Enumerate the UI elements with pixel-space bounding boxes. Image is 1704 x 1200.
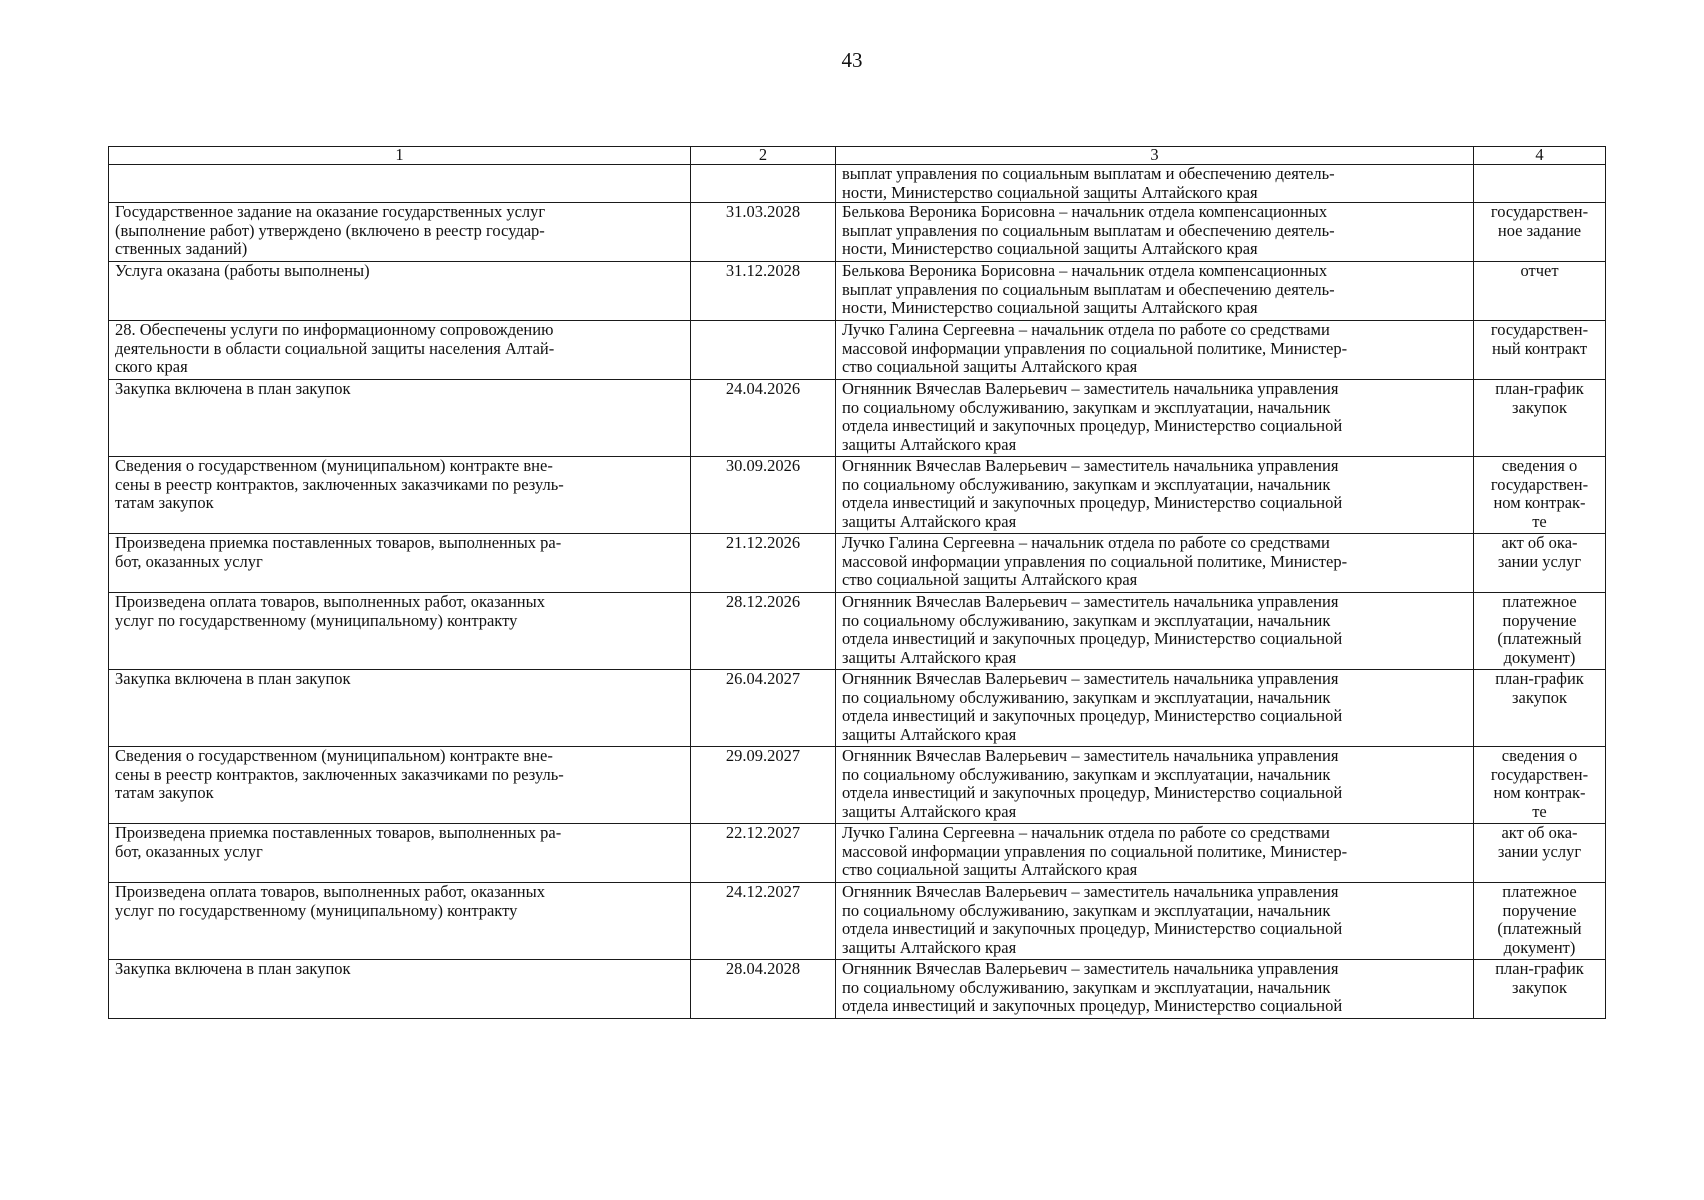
document-cell-text: платежное поручение (платежный документ) [1497,882,1582,957]
event-cell-text: 28. Обеспечены услуги по информационному сопровождению деятельности в области социальной защиты населения Алтай- ского края [115,320,555,377]
event-cell [109,960,691,1019]
event-cell [109,593,691,670]
responsible-cell [836,670,1474,747]
table-row [109,824,1606,883]
responsible-cell [836,960,1474,1019]
table-row [109,457,1606,534]
table-row [109,883,1606,960]
document-cell [1474,380,1606,457]
responsible-cell [836,534,1474,593]
document-cell [1474,883,1606,960]
table-row [109,380,1606,457]
event-cell [109,457,691,534]
date-cell [691,960,836,1019]
responsible-cell [836,883,1474,960]
table-row [109,747,1606,824]
responsible-cell [836,747,1474,824]
document-cell-text: сведения о государствен- ном контрак- те [1490,456,1589,531]
document-cell-text: план-график закупок [1495,669,1584,707]
document-cell [1474,165,1606,203]
document-cell-text: сведения о государствен- ном контрак- те [1490,746,1589,821]
date-cell [691,262,836,321]
date-cell-text: 31.03.2028 [725,202,801,222]
date-cell [691,165,836,203]
event-cell-text: Закупка включена в план закупок [115,959,351,979]
document-cell [1474,593,1606,670]
date-cell [691,380,836,457]
responsible-cell-text: Огнянник Вячеслав Валерьевич – заместитель начальника управления по социальному обслуживанию, закупкам и эксплуатации, начальник отдела инвестиций и закупочных процедур, Министерство социальной защиты Алтайского края [842,746,1343,821]
responsible-cell-text: Белькова Вероника Борисовна – начальник отдела компенсационных выплат управления по социальным выплатам и обеспечению деятель- ности, Министерство социальной защиты Алтайского края [842,202,1335,259]
event-cell-text: Произведена приемка поставленных товаров, выполненных ра- бот, оказанных услуг [115,533,562,571]
date-cell [691,824,836,883]
document-cell-text: государствен- ный контракт [1490,320,1589,358]
responsible-cell-text: Огнянник Вячеслав Валерьевич – заместитель начальника управления по социальному обслуживанию, закупкам и эксплуатации, начальник отдела инвестиций и закупочных процедур, Министерство социальной защиты Алтайского края [842,669,1343,744]
event-cell [109,883,691,960]
event-cell-text: Сведения о государственном (муниципальном) контракте вне- сены в реестр контрактов, заключенных заказчиками по резуль- татам закупок [115,456,564,513]
responsible-cell [836,457,1474,534]
event-cell [109,670,691,747]
table-row [109,960,1606,1019]
table-row [109,165,1606,203]
document-cell [1474,457,1606,534]
responsible-cell-text: выплат управления по социальным выплатам и обеспечению деятель- ности, Министерство социальной защиты Алтайского края [842,164,1335,202]
document-cell-text: план-график закупок [1495,959,1584,997]
date-cell-text: 28.04.2028 [725,959,801,979]
responsible-cell-text: Лучко Галина Сергеевна – начальник отдела по работе со средствами массовой информации управления по социальной политике, Министер- ство социальной защиты Алтайского края [842,823,1348,880]
event-cell [109,534,691,593]
event-cell [109,747,691,824]
document-cell [1474,747,1606,824]
event-cell-text: Сведения о государственном (муниципальном) контракте вне- сены в реестр контрактов, заключенных заказчиками по резуль- татам закупок [115,746,564,803]
document-cell-text: платежное поручение (платежный документ) [1497,592,1582,667]
date-cell-text: 22.12.2027 [725,823,801,843]
document-cell [1474,262,1606,321]
document-cell [1474,960,1606,1019]
event-cell-text: Государственное задание на оказание государственных услуг (выполнение работ) утверждено (включено в реестр государ- ственных заданий) [115,202,546,259]
event-cell [109,824,691,883]
date-cell-text: 26.04.2027 [725,669,801,689]
responsible-cell-text: Огнянник Вячеслав Валерьевич – заместитель начальника управления по социальному обслуживанию, закупкам и эксплуатации, начальник отдела инвестиций и закупочных процедур, Министерство социальной защиты Алтайского края [842,592,1343,667]
event-cell [109,262,691,321]
date-cell [691,534,836,593]
event-cell [109,165,691,203]
date-cell-text: 24.12.2027 [725,882,801,902]
document-cell [1474,321,1606,380]
responsible-cell [836,203,1474,262]
responsible-cell-text: Огнянник Вячеслав Валерьевич – заместитель начальника управления по социальному обслуживанию, закупкам и эксплуатации, начальник отдела инвестиций и закупочных процедур, Министерство социальной защиты Алтайского края [842,379,1343,454]
event-cell-text: Закупка включена в план закупок [115,669,351,689]
document-cell-text: акт об ока- зании услуг [1497,823,1582,861]
table-row [109,593,1606,670]
document-cell [1474,203,1606,262]
date-cell-text: 28.12.2026 [725,592,801,612]
table-row [109,203,1606,262]
responsible-cell-text: Огнянник Вячеслав Валерьевич – заместитель начальника управления по социальному обслуживанию, закупкам и эксплуатации, начальник отдела инвестиций и закупочных процедур, Министерство социальной защиты Алтайского края [842,882,1343,957]
document-cell-text: отчет [1520,261,1559,281]
date-cell [691,593,836,670]
plan-table [108,146,1606,1019]
event-cell-text: Произведена приемка поставленных товаров, выполненных ра- бот, оказанных услуг [115,823,562,861]
event-cell-text: Закупка включена в план закупок [115,379,351,399]
date-cell [691,203,836,262]
header-col-2: 2 [691,147,836,165]
document-cell-text: государствен- ное задание [1490,202,1589,240]
date-cell-text: 29.09.2027 [725,746,801,766]
responsible-cell [836,321,1474,380]
event-cell [109,380,691,457]
responsible-cell-text: Огнянник Вячеслав Валерьевич – заместитель начальника управления по социальному обслуживанию, закупкам и эксплуатации, начальник отдела инвестиций и закупочных процедур, Министерство социальной защиты Алтайского края [842,456,1343,531]
table-row [109,534,1606,593]
event-cell [109,321,691,380]
document-cell [1474,824,1606,883]
document-cell-text: акт об ока- зании услуг [1497,533,1582,571]
date-cell [691,457,836,534]
date-cell [691,670,836,747]
date-cell [691,321,836,380]
date-cell-text: 21.12.2026 [725,533,801,553]
responsible-cell-text: Лучко Галина Сергеевна – начальник отдела по работе со средствами массовой информации управления по социальной политике, Министер- ство социальной защиты Алтайского края [842,320,1348,377]
date-cell [691,883,836,960]
responsible-cell [836,165,1474,203]
event-cell [109,203,691,262]
document-cell-text: план-график закупок [1495,379,1584,417]
responsible-cell-text: Белькова Вероника Борисовна – начальник отдела компенсационных выплат управления по социальным выплатам и обеспечению деятель- ности, Министерство социальной защиты Алтайского края [842,261,1335,318]
date-cell-text: 31.12.2028 [725,261,801,281]
document-cell [1474,670,1606,747]
document-cell [1474,534,1606,593]
date-cell-text: 24.04.2026 [725,379,801,399]
table-row [109,262,1606,321]
header-row [109,147,1606,165]
header-col-3: 3 [836,147,1474,165]
event-cell-text: Произведена оплата товаров, выполненных работ, оказанных услуг по государственному (муниципальному) контракту [115,882,545,920]
event-cell-text: Произведена оплата товаров, выполненных работ, оказанных услуг по государственному (муниципальному) контракту [115,592,545,630]
table-body [109,165,1606,1019]
page-number: 43 [841,48,863,72]
responsible-cell [836,380,1474,457]
table-row [109,321,1606,380]
responsible-cell [836,824,1474,883]
responsible-cell [836,262,1474,321]
date-cell [691,747,836,824]
table-row [109,670,1606,747]
event-cell-text: Услуга оказана (работы выполнены) [115,261,370,281]
responsible-cell [836,593,1474,670]
header-col-1: 1 [109,147,691,165]
responsible-cell-text: Огнянник Вячеслав Валерьевич – заместитель начальника управления по социальному обслуживанию, закупкам и эксплуатации, начальник отдела инвестиций и закупочных процедур, Министерство социальной [842,959,1343,1016]
date-cell-text: 30.09.2026 [725,456,801,476]
header-col-4: 4 [1474,147,1606,165]
responsible-cell-text: Лучко Галина Сергеевна – начальник отдела по работе со средствами массовой информации управления по социальной политике, Министер- ство социальной защиты Алтайского края [842,533,1348,590]
